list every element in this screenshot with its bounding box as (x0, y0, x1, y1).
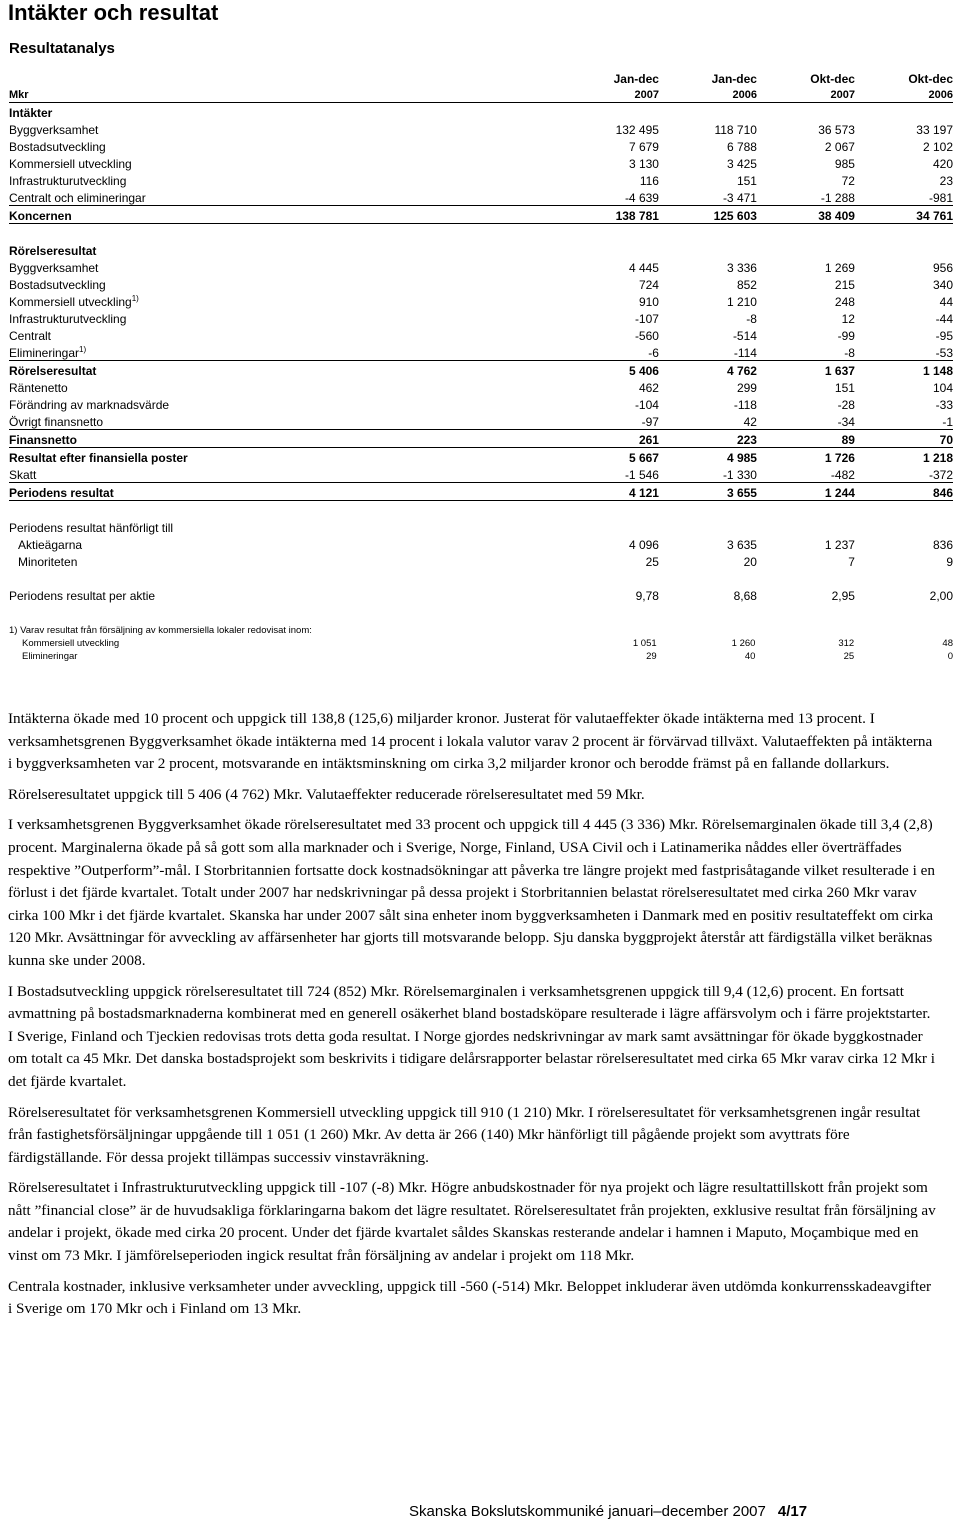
value-cell: 8,68 (733, 589, 757, 603)
row-label: Periodens resultat per aktie (9, 589, 156, 603)
value-cell: -99 (837, 329, 855, 343)
footnote-row (9, 637, 953, 650)
value-cell (561, 518, 659, 535)
paragraph: I Bostadsutveckling uppgick rörelseresultatet till 724 (852) Mkr. Rörelsemarginalen i verksamhetsgrenen uppgick till 9,4 (12,6) procent. En fortsatt avmattning på bostadsmarknaderna kombinerat med en generell osäkerhet bland bostadsköpare resulterade i lägre affärsvolym och i färre projektstarter. I Sverige, Finland och Tjeckien redovisas trots detta goda resultat. I Norge gjordes nedskrivningar av mark samt avsättningar för ökade byggkostnader om totalt ca 45 Mkr. Det danska bostadsprojekt som beskrivits i tidigare delårsrapporter belastar rörelseresultatet med cirka 65 Mkr varav cirka 12 Mkr i det fjärde kvartalet. (8, 982, 936, 1090)
value-cell: 1 726 (757, 448, 855, 466)
value-cell: 38 409 (757, 206, 855, 224)
row-label: Infrastrukturutveckling (9, 312, 127, 326)
value-cell: 42 (743, 415, 757, 429)
commentary-text (8, 708, 938, 1329)
value-cell: -1 546 (624, 468, 659, 482)
row-label-text: Elimineringar (9, 346, 80, 360)
table-row (9, 518, 953, 535)
table-row (9, 292, 953, 309)
footnote-value: 0 (947, 651, 953, 662)
value-cell (659, 501, 757, 519)
row-label: Byggverksamhet (9, 123, 99, 137)
row-label: Bostadsutveckling (9, 278, 106, 292)
value-cell (757, 241, 855, 258)
unit-label: Mkr (9, 86, 561, 103)
table-row (9, 378, 953, 395)
value-cell: 1 218 (855, 448, 953, 466)
value-cell: -981 (928, 191, 953, 205)
value-cell: 223 (659, 430, 757, 448)
value-cell: 9,78 (635, 589, 659, 603)
row-label (9, 224, 561, 242)
value-cell: 33 197 (916, 123, 953, 137)
column-header-year: 2007 (757, 86, 855, 103)
value-cell: -482 (830, 468, 855, 482)
value-cell: 4 985 (659, 448, 757, 466)
row-label: Övrigt finansnetto (9, 415, 104, 429)
value-cell: -8 (844, 346, 855, 360)
value-cell: -372 (928, 468, 953, 482)
section-title: Resultatanalys (9, 40, 115, 57)
table-row (9, 258, 953, 275)
paragraph: Rörelseresultatet för verksamhetsgrenen Kommersiell utveckling uppgick till 910 (1 210) Mkr. I rörelseresultatet för verksamhetsgrenen ingår resultat från fastighetsförsäljningar uppgående till 1 051 (1 260) Mkr. Av detta är 266 (140) Mkr hänförligt till pågående projekt som avyttrats före färdigställande. För dessa projekt tillämpas successiv vinstavräkning. (8, 1103, 921, 1166)
value-cell (659, 569, 757, 586)
footnote-value: 1 051 (632, 638, 657, 649)
value-cell: 2,95 (831, 589, 855, 603)
value-cell: 846 (855, 483, 953, 501)
footnote-row-label: Elimineringar (22, 651, 78, 662)
value-cell (561, 103, 659, 121)
column-header-period (9, 70, 561, 86)
column-header-year: 2006 (855, 86, 953, 103)
value-cell: 985 (834, 157, 855, 171)
value-cell: -53 (935, 346, 953, 360)
value-cell (757, 224, 855, 242)
table-row (9, 309, 953, 326)
value-cell: 836 (932, 538, 953, 552)
value-cell: 956 (932, 261, 953, 275)
row-label: Bostadsutveckling (9, 140, 106, 154)
value-cell: 9 (946, 555, 953, 569)
footnote-row (9, 650, 953, 663)
table-row (9, 586, 953, 603)
value-cell: 3 635 (726, 538, 757, 552)
footnote-table (9, 637, 953, 663)
value-cell: -6 (648, 346, 659, 360)
footnote-marker: 1) (131, 294, 139, 303)
value-cell (757, 518, 855, 535)
row-label (9, 292, 561, 309)
value-cell: 3 336 (726, 261, 757, 275)
paragraph: Centrala kostnader, inklusive verksamheter under avveckling, uppgick till -560 (-514) Mkr. Beloppet inkluderar även utdömda konkurrensskadeavgifter i Sverige om 170 Mkr och i Finland om 13 Mkr. (8, 1277, 932, 1318)
row-label-text: Kommersiell utveckling (9, 295, 132, 309)
value-cell: -44 (935, 312, 953, 326)
value-cell (659, 241, 757, 258)
table-row (9, 188, 953, 206)
value-cell: 724 (638, 278, 659, 292)
value-cell: 151 (736, 174, 757, 188)
value-cell (855, 103, 953, 121)
row-label: Byggverksamhet (9, 261, 99, 275)
row-label: Rörelseresultat (9, 244, 97, 258)
footnote-marker: 1) (79, 345, 87, 354)
table-row (9, 448, 953, 466)
row-label: Periodens resultat (9, 483, 561, 501)
footnote-value: 40 (744, 651, 756, 662)
table-row (9, 137, 953, 154)
value-cell: 5 406 (561, 361, 659, 379)
row-label (9, 501, 561, 519)
value-cell: 132 495 (615, 123, 659, 137)
value-cell: -1 330 (722, 468, 757, 482)
value-cell: -107 (634, 312, 659, 326)
value-cell: 3 425 (726, 157, 757, 171)
table-row (9, 483, 953, 501)
income-statement-table (9, 70, 953, 603)
row-label: Infrastrukturutveckling (9, 174, 127, 188)
value-cell (855, 501, 953, 519)
value-cell: 138 781 (561, 206, 659, 224)
value-cell: 4 445 (628, 261, 659, 275)
value-cell: -3 471 (722, 191, 757, 205)
value-cell: 70 (855, 430, 953, 448)
value-cell: -118 (733, 398, 757, 412)
footnote-value: 29 (646, 651, 657, 662)
table-header-year-row (9, 86, 953, 103)
table-row (9, 412, 953, 430)
row-label: Kommersiell utveckling (9, 157, 132, 171)
row-label: Intäkter (9, 106, 53, 120)
table-row (9, 120, 953, 137)
table-row (9, 154, 953, 171)
value-cell: 4 121 (561, 483, 659, 501)
table-row (9, 535, 953, 552)
value-cell: 248 (834, 295, 855, 309)
page-footer (409, 1503, 807, 1520)
row-label: Minoriteten (18, 555, 78, 569)
footer-title: Skanska Bokslutskommuniké januari–december 2007 (409, 1503, 766, 1520)
value-cell (855, 224, 953, 242)
value-cell: 125 603 (659, 206, 757, 224)
column-header-year: 2006 (659, 86, 757, 103)
table-header-period-row (9, 70, 953, 86)
page-number: 4/17 (777, 1503, 808, 1520)
table-row (9, 501, 953, 519)
value-cell: -8 (746, 312, 757, 326)
value-cell: 2 067 (824, 140, 855, 154)
value-cell: 36 573 (818, 123, 855, 137)
value-cell: -95 (935, 329, 953, 343)
table-row (9, 395, 953, 412)
table-row (9, 569, 953, 586)
table-row (9, 361, 953, 379)
value-cell: 12 (841, 312, 855, 326)
value-cell (757, 569, 855, 586)
table-row (9, 326, 953, 343)
paragraph: Rörelseresultatet uppgick till 5 406 (4 762) Mkr. Valutaeffekter reducerade rörelseresultatet med 59 Mkr. (8, 785, 645, 803)
value-cell: 2,00 (929, 589, 953, 603)
column-header-period: Okt-dec (908, 72, 953, 86)
value-cell (561, 224, 659, 242)
value-cell (659, 103, 757, 121)
row-label: Räntenetto (9, 381, 68, 395)
value-cell: -1 (942, 415, 953, 429)
value-cell: 151 (834, 381, 855, 395)
value-cell: 72 (841, 174, 855, 188)
value-cell: 104 (932, 381, 953, 395)
value-cell: 340 (932, 278, 953, 292)
value-cell: 852 (736, 278, 757, 292)
footnote (9, 624, 953, 663)
value-cell: 910 (638, 295, 659, 309)
value-cell (659, 224, 757, 242)
value-cell: 462 (638, 381, 659, 395)
table-row (9, 171, 953, 188)
row-label: Centralt (9, 329, 52, 343)
footnote-value: 312 (838, 638, 855, 649)
value-cell: 3 130 (628, 157, 659, 171)
value-cell: 299 (736, 381, 757, 395)
footnote-row-label: Kommersiell utveckling (22, 638, 120, 649)
value-cell: 1 237 (824, 538, 855, 552)
value-cell: 420 (932, 157, 953, 171)
value-cell: 5 667 (561, 448, 659, 466)
paragraph: I verksamhetsgrenen Byggverksamhet ökade rörelseresultatet med 33 procent och uppgick till 4 445 (3 336) Mkr. Rörelsemarginalen ökade till 3,4 (2,8) procent. Marginalerna ökade på så gott som alla marknader och i Sverige, Norge, Finland, USA Civil och i Latinamerika nåddes eller överträffades respektive ”Outperform”-mål. I Storbritannien fortsatte dock kostnadsökningar att påverka tre längre projekt med fastprisåtagande vilket resulterade i en förlust i det fjärde kvartalet. Totalt under 2007 har nedskrivningar på dessa projekt i Storbritannien belastat rörelseresultatet med cirka 260 Mkr varav cirka 100 Mkr i det fjärde kvartalet. Skanska har under 2007 sålt sina enheter inom byggverksamheten i Danmark med en positiv resultateffekt om cirka 120 Mkr. Avsättningar för avveckling av affärsenheter har gjorts till motsvarande belopp. Sju danska byggprojekt återstår att färdigställa vilket beräknas kunna ske under 2008. (8, 816, 935, 969)
value-cell: 1 210 (726, 295, 757, 309)
value-cell (757, 501, 855, 519)
value-cell: -1 288 (820, 191, 855, 205)
value-cell (855, 518, 953, 535)
value-cell (561, 501, 659, 519)
value-cell (757, 103, 855, 121)
value-cell: 2 102 (922, 140, 953, 154)
page-title: Intäkter och resultat (8, 0, 219, 25)
value-cell (855, 569, 953, 586)
value-cell: 116 (639, 174, 659, 188)
table-row (9, 343, 953, 361)
value-cell: -104 (634, 398, 659, 412)
row-label: Aktieägarna (18, 538, 83, 552)
value-cell: 1 637 (757, 361, 855, 379)
value-cell: -514 (732, 329, 757, 343)
table-row (9, 430, 953, 448)
paragraph: Rörelseresultatet i Infrastrukturutveckling uppgick till -107 (-8) Mkr. Högre anbudskostnader för nya projekt och lägre resultattillskott från projekt som nått ”financial close” är de huvudsakliga förklaringarna bakom det lägre resultatet. Rörelseresultatet från projekten, exklusive resultat från försäljning av andelar i projekt, ökade med cirka 20 procent. Under det fjärde kvartalet såldes Skanskas resterande andelar i hamnen i Maputo, Moçambique med en vinst om 73 Mkr. I jämförelseperioden ingick resultat från försäljning av andelar i projekt om 118 Mkr. (8, 1179, 936, 1265)
value-cell: -4 639 (624, 191, 659, 205)
footnote-value: 48 (942, 638, 953, 649)
table-row (9, 241, 953, 258)
value-cell: -114 (733, 346, 757, 360)
table-row (9, 206, 953, 224)
value-cell: 118 710 (714, 123, 757, 137)
row-label: Finansnetto (9, 430, 561, 448)
value-cell: 25 (645, 555, 659, 569)
column-header-period: Jan-dec (711, 72, 757, 86)
value-cell: 1 269 (824, 261, 855, 275)
row-label (9, 343, 561, 361)
value-cell: -28 (837, 398, 855, 412)
value-cell: 3 655 (659, 483, 757, 501)
table-row (9, 552, 953, 569)
table-row (9, 103, 953, 121)
row-label: Periodens resultat hänförligt till (9, 521, 174, 535)
table-row (9, 275, 953, 292)
footnote-value: 25 (843, 651, 855, 662)
value-cell: 215 (834, 278, 855, 292)
value-cell: 7 (848, 555, 855, 569)
column-header-period: Jan-dec (613, 72, 659, 86)
value-cell (855, 241, 953, 258)
value-cell: -560 (634, 329, 659, 343)
value-cell: 89 (757, 430, 855, 448)
value-cell (561, 569, 659, 586)
value-cell: 44 (939, 295, 953, 309)
value-cell: -33 (935, 398, 953, 412)
row-label: Skatt (9, 468, 37, 482)
value-cell (659, 518, 757, 535)
footnote-value: 1 260 (731, 638, 756, 649)
footnote-title: 1) Varav resultat från försäljning av kommersiella lokaler redovisat inom: (9, 625, 312, 636)
table-row (9, 224, 953, 242)
column-header-period: Okt-dec (810, 72, 855, 86)
value-cell: 23 (939, 174, 953, 188)
table-row (9, 465, 953, 483)
row-label: Förändring av marknadsvärde (9, 398, 170, 412)
value-cell (561, 241, 659, 258)
row-label: Rörelseresultat (9, 361, 561, 379)
row-label: Centralt och elimineringar (9, 191, 146, 205)
value-cell: 1 244 (757, 483, 855, 501)
value-cell: 6 788 (726, 140, 757, 154)
value-cell: 7 679 (628, 140, 659, 154)
value-cell: -34 (837, 415, 855, 429)
column-header-year: 2007 (561, 86, 659, 103)
value-cell: 1 148 (855, 361, 953, 379)
paragraph: Intäkterna ökade med 10 procent och uppgick till 138,8 (125,6) miljarder kronor. Justerat för valutaeffekter ökade intäkterna med 13 procent. I verksamhetsgrenen Byggverksamhet ökade intäkterna med 14 procent i lokala valutor varav 2 procent är förvärvad tillväxt. Valutaeffekten på intäkterna i byggverksamheten var 2 procent, motsvarande en intäktsminskning om cirka 3,2 miljarder kronor och berodde främst på en fallande dollarkurs. (8, 710, 933, 773)
value-cell: 20 (743, 555, 757, 569)
value-cell: 4 762 (659, 361, 757, 379)
row-label: Resultat efter finansiella poster (9, 448, 561, 466)
row-label: Koncernen (9, 206, 561, 224)
row-label (9, 569, 561, 586)
value-cell: 4 096 (628, 538, 659, 552)
value-cell: -97 (641, 415, 659, 429)
value-cell: 34 761 (855, 206, 953, 224)
value-cell: 261 (561, 430, 659, 448)
